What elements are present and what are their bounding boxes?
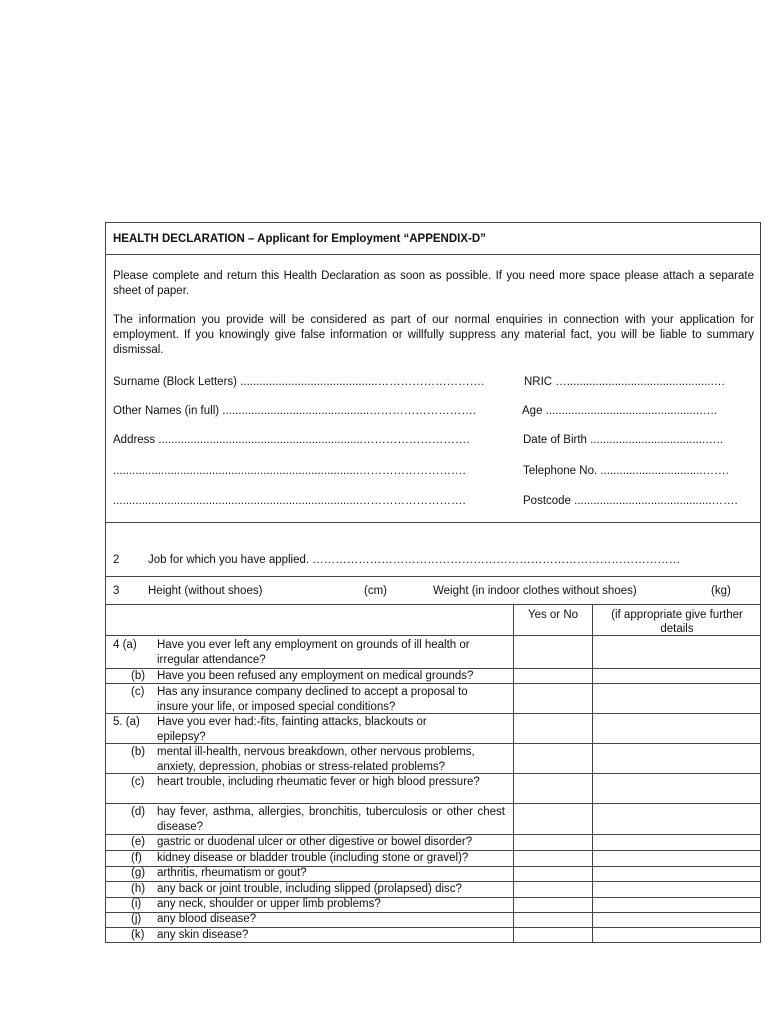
age-field[interactable]: Age ................................................….. bbox=[522, 405, 717, 417]
question-number: (f) bbox=[131, 852, 142, 864]
intro-paragraph-2: The information you provide will be considered as part of our normal enquiries in connection with your application for employment. If you knowingly give false information or willfully suppress any material fact, you will be liable to summary dismissal. bbox=[113, 314, 754, 356]
answer-yes-no-4a[interactable] bbox=[514, 636, 591, 668]
question-number: (j) bbox=[131, 913, 142, 925]
question-text: hay fever, asthma, allergies, bronchitis, tuberculosis or other chest disease? bbox=[157, 806, 505, 833]
question-text: Have you ever left any employment on grounds of ill health or irregular attendance? bbox=[157, 639, 470, 666]
question-text: Have you been refused any employment on medical grounds? bbox=[157, 670, 474, 682]
surname-field[interactable]: Surname (Block Letters) ...........................................………………………. bbox=[113, 376, 485, 388]
row-divider bbox=[106, 743, 760, 744]
date-of-birth-field[interactable]: Date of Birth ....................................….. bbox=[523, 434, 724, 446]
address-line-3-field[interactable]: .............................................................................………………………. bbox=[113, 495, 466, 507]
question-number: 5. (a) bbox=[113, 716, 140, 728]
divider bbox=[106, 254, 760, 255]
job-applied-field[interactable]: Job for which you have applied. …………………………………………………………………………………… bbox=[148, 554, 681, 566]
address-line-2-field[interactable]: .............................................................................………………………. bbox=[113, 465, 466, 477]
question-number: (e) bbox=[131, 836, 146, 848]
weight-label: Weight (in indoor clothes without shoes) bbox=[433, 585, 637, 597]
question-number: (c) bbox=[131, 776, 145, 788]
answer-details-5a[interactable] bbox=[593, 716, 759, 743]
height-unit: (cm) bbox=[364, 585, 387, 597]
answer-details-4a[interactable] bbox=[593, 636, 759, 668]
row-divider bbox=[106, 803, 760, 804]
question-text: any skin disease? bbox=[157, 929, 249, 941]
telephone-field[interactable]: Telephone No. ................................……. bbox=[523, 465, 729, 477]
height-label: Height (without shoes) bbox=[148, 585, 263, 597]
question-number: (k) bbox=[131, 929, 145, 941]
row-divider bbox=[106, 773, 760, 774]
question-text: arthritis, rheumatism or gout? bbox=[157, 867, 307, 879]
row-divider bbox=[106, 713, 760, 714]
question-text: mental ill-health, nervous breakdown, other nervous problems, anxiety, depression, phobias or stress-related problems? bbox=[157, 746, 475, 773]
details-header: (if appropriate give further details bbox=[611, 609, 743, 635]
question-text: any blood disease? bbox=[157, 913, 257, 925]
question-number: 4 (a) bbox=[113, 639, 137, 651]
row-divider bbox=[106, 683, 760, 684]
divider bbox=[106, 604, 760, 605]
weight-unit: (kg) bbox=[711, 585, 731, 597]
question-number: (d) bbox=[131, 806, 146, 818]
answer-yes-no-5a[interactable] bbox=[514, 716, 591, 743]
divider bbox=[106, 522, 760, 523]
postcode-field[interactable]: Postcode ...........................................……. bbox=[523, 495, 738, 507]
health-declaration-form bbox=[105, 222, 761, 943]
question-number: (b) bbox=[131, 670, 146, 682]
question-text: any neck, shoulder or upper limb problems? bbox=[157, 898, 381, 910]
question-number: (h) bbox=[131, 883, 146, 895]
intro-paragraph-1: Please complete and return this Health Declaration as soon as possible. If you need more space please attach a separate sheet of paper. bbox=[113, 270, 754, 297]
question-text: Has any insurance company declined to accept a proposal to insure your life, or imposed special conditions? bbox=[157, 686, 468, 713]
other-names-field[interactable]: Other Names (in full) ..............................................………………………. bbox=[113, 405, 476, 417]
question-text: Have you ever had:-fits, fainting attacks, blackouts or epilepsy? bbox=[157, 716, 427, 743]
question-text: any back or joint trouble, including slipped (prolapsed) disc? bbox=[157, 883, 462, 895]
question-number: (i) bbox=[131, 898, 142, 910]
question-text: heart trouble, including rheumatic fever or high blood pressure? bbox=[157, 776, 480, 788]
height-row-number: 3 bbox=[113, 585, 120, 597]
form-title: HEALTH DECLARATION – Applicant for Employment “APPENDIX-D” bbox=[113, 233, 486, 245]
address-field[interactable]: Address ................................................................………………………. bbox=[113, 434, 470, 446]
nric-field[interactable]: NRIC …..............................................… bbox=[524, 376, 726, 388]
job-number: 2 bbox=[113, 554, 120, 566]
yes-no-header: Yes or No bbox=[527, 609, 579, 621]
question-text: kidney disease or bladder trouble (including stone or gravel)? bbox=[157, 852, 469, 864]
question-text: gastric or duodenal ulcer or other digestive or bowel disorder? bbox=[157, 836, 473, 848]
question-number: (b) bbox=[131, 746, 146, 758]
divider bbox=[106, 576, 760, 577]
question-number: (c) bbox=[131, 686, 145, 698]
question-number: (g) bbox=[131, 867, 146, 879]
